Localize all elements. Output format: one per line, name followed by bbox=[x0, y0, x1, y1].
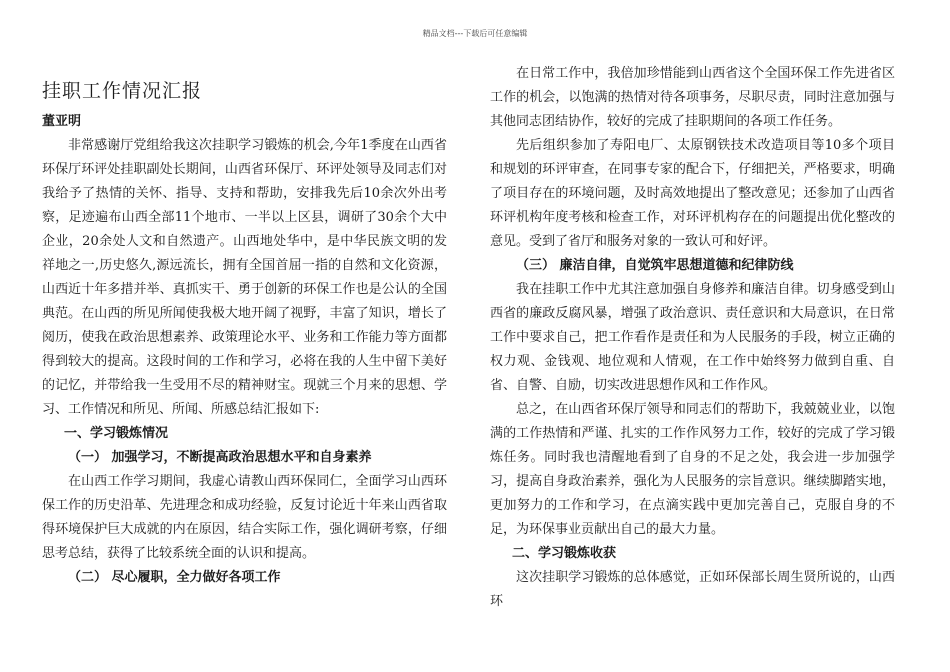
gains-paragraph: 这次挂职学习锻炼的总体感觉，正如环保部长周生贤所说的，山西环 bbox=[490, 570, 895, 609]
summary-paragraph: 总之，在山西省环保厅领导和同志们的帮助下，我兢兢业业，以饱满的工作热情和严谨、扎实的工作作风努力工作，较好的完成了学习锻炼任务。同时我也清醒地看到了自身的不足之处，我会进一步加强学习，提高自身政治素养，强化为人民服务的宗旨意识。继续脚踏实地，更加努力的工作和学习，在点滴实践中更加完善自己，克服自身的不足，为环保事业贡献出自己的最大力量。 bbox=[490, 402, 895, 537]
subsection-heading-1: （一） 加强学习，不断提高政治思想水平和自身素养 bbox=[68, 450, 372, 465]
document-title: 挂职工作情况汇报 bbox=[42, 80, 203, 102]
section-heading-study: 一、学习锻炼情况 bbox=[64, 426, 169, 441]
left-column bbox=[42, 76, 447, 590]
subsection-heading-3: （三） 廉洁自律，自觉筑牢思想道德和纪律防线 bbox=[516, 258, 794, 273]
integrity-paragraph: 我在挂职工作中尤其注意加强自身修养和廉洁自律。切身感受到山西省的廉政反腐风暴，增强了政治意识、责任意识和大局意识，在日常工作中要求自己，把工作看作是责任和为人民服务的手段，树立正确的权力观、金钱观、地位观和人情观，在工作中始终努力做到自重、自省、自警、自励，切实改进思想作风和工作作风。 bbox=[490, 282, 895, 393]
daily-work-paragraph: 在日常工作中，我倍加珍惜能到山西省这个全国环保工作先进省区工作的机会，以饱满的热情对待各项事务，尽职尽责，同时注意加强与其他同志团结协作，较好的完成了挂职期间的各项工作任务。 bbox=[490, 66, 895, 129]
page-header-note: 精品文档---下载后可任意编辑 bbox=[422, 29, 528, 38]
eia-review-paragraph: 先后组织参加了寿阳电厂、太原钢铁技术改造项目等10多个项目和规划的环评审查，在同事专家的配合下，仔细把关，严格要求，明确了项目存在的环境问题，及时高效地提出了整改意见；还参加了山西省环评机构年度考核和检查工作，对环评机构存在的问题提出优化整改的意见。受到了省厅和服务对象的一致认可和好评。 bbox=[490, 138, 895, 249]
intro-paragraph: 非常感谢厅党组给我这次挂职学习锻炼的机会,今年1季度在山西省环保厅环评处挂职副处长期间，山西省环保厅、环评处领导及同志们对我给予了热情的关怀、指导、支持和帮助，安排我先后10余次外出考察，足迹遍布山西全部11个地市、一半以上区县，调研了30余个大中企业，20余处人文和自然遗产。山西地处华中，是中华民族文明的发祥地之一,历史悠久,源远流长，拥有全国首屈一指的自然和文化资源，山西近十年多措并举、真抓实干、勇于创新的环保工作也是公认的全国典范。在山西的所见所闻使我极大地开阔了视野，丰富了知识，增长了阅历，使我在政治思想素养、政策理论水平、业务和工作能力等方面都得到较大的提高。这段时间的工作和学习，必将在我的人生中留下美好的记忆，并带给我一生受用不尽的精神财宝。现就三个月来的思想、学习、工作情况和所见、所闻、所感总结汇报如下: bbox=[42, 138, 447, 417]
study-paragraph: 在山西工作学习期间，我虚心请教山西环保同仁，全面学习山西环保工作的历史沿革、先进理念和成功经验，反复讨论近十年来山西省取得环境保护巨大成就的内在原因，结合实际工作，强化调研考察，仔细思考总结，获得了比较系统全面的认识和提高。 bbox=[42, 474, 447, 561]
author-name: 董亚明 bbox=[42, 114, 82, 129]
subsection-heading-2: （二） 尽心履职，全力做好各项工作 bbox=[68, 570, 281, 585]
section-heading-gains: 二、学习锻炼收获 bbox=[512, 546, 617, 561]
right-column bbox=[490, 62, 895, 614]
